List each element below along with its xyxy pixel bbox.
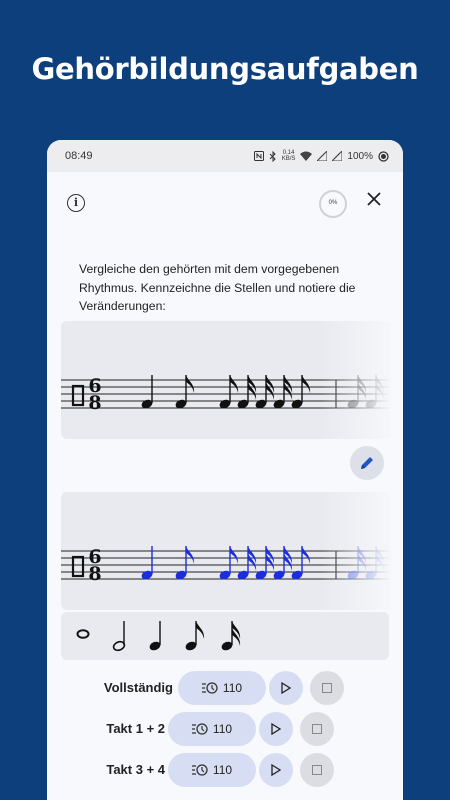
tempo-button[interactable] <box>168 753 256 787</box>
tempo-clock-icon <box>192 722 208 736</box>
heard-rhythm-staff[interactable] <box>61 492 391 610</box>
time-signature-numerator: 6 <box>88 375 102 397</box>
top-bar <box>47 172 403 228</box>
stop-icon <box>312 724 322 734</box>
play-icon <box>270 723 282 735</box>
pencil-icon <box>358 454 376 472</box>
half-note-button[interactable] <box>107 612 141 660</box>
play-button[interactable] <box>269 671 303 705</box>
status-icons <box>254 150 389 162</box>
edit-button[interactable] <box>350 446 384 480</box>
play-button[interactable] <box>259 753 293 787</box>
playback-row-bars-1-2 <box>47 712 403 748</box>
signal-icon <box>317 151 327 161</box>
bluetooth-icon <box>269 151 277 162</box>
eighth-note-button[interactable] <box>179 612 213 660</box>
status-bar <box>47 140 403 172</box>
percussion-clef <box>73 557 83 576</box>
nfc-icon <box>254 151 264 161</box>
close-icon <box>363 188 385 210</box>
tempo-value: 110 <box>212 763 233 777</box>
net-speed: 0.14 KB/S <box>281 150 296 162</box>
play-button[interactable] <box>259 712 293 746</box>
sixteenth-note-button[interactable] <box>215 612 249 660</box>
phone-screen <box>47 140 403 800</box>
note-flag <box>230 546 238 564</box>
stop-icon <box>322 683 332 693</box>
note-flag <box>302 546 310 564</box>
note-flag <box>186 546 194 564</box>
row-label: Takt 3 + 4 <box>106 762 165 777</box>
tempo-value: 110 <box>212 722 233 736</box>
page-headline: Gehörbildungsaufgaben <box>31 52 419 86</box>
info-button[interactable]: i <box>67 194 85 212</box>
row-label: Vollständig <box>103 680 173 695</box>
battery-percent: 100% <box>347 150 373 162</box>
playback-row-full <box>47 671 403 707</box>
tempo-value: 110 <box>222 681 243 695</box>
note-palette <box>61 612 389 660</box>
whole-note-button[interactable] <box>71 612 105 660</box>
stop-button[interactable] <box>300 753 334 787</box>
tempo-button[interactable] <box>168 712 256 746</box>
time-signature-numerator: 6 <box>88 546 102 568</box>
given-rhythm-staff <box>61 321 391 439</box>
signal-icon-2 <box>332 151 342 161</box>
time-signature-denominator: 8 <box>88 392 102 414</box>
play-icon <box>280 682 292 694</box>
percussion-clef <box>73 386 83 405</box>
quarter-note-button[interactable] <box>143 612 177 660</box>
tempo-button[interactable] <box>178 671 266 705</box>
stop-icon <box>312 765 322 775</box>
playback-row-bars-3-4 <box>47 753 403 789</box>
tempo-clock-icon <box>192 763 208 777</box>
note-flag <box>186 375 194 393</box>
stop-button[interactable] <box>300 712 334 746</box>
close-button[interactable] <box>363 188 385 210</box>
note-flag <box>302 375 310 393</box>
tempo-clock-icon <box>202 681 218 695</box>
progress-indicator: 0% <box>319 190 347 218</box>
row-label: Takt 1 + 2 <box>106 721 165 736</box>
stop-button[interactable] <box>310 671 344 705</box>
wifi-icon <box>300 151 312 161</box>
time-signature-denominator: 8 <box>88 563 102 585</box>
play-icon <box>270 764 282 776</box>
note-flag <box>230 375 238 393</box>
status-time: 08:49 <box>65 150 93 162</box>
instruction-text: Vergleiche den gehörten mit dem vorgegebenen Rhythmus. Kennzeichne die Stellen und notiere die Veränderungen: <box>79 262 356 313</box>
battery-icon <box>378 151 389 162</box>
